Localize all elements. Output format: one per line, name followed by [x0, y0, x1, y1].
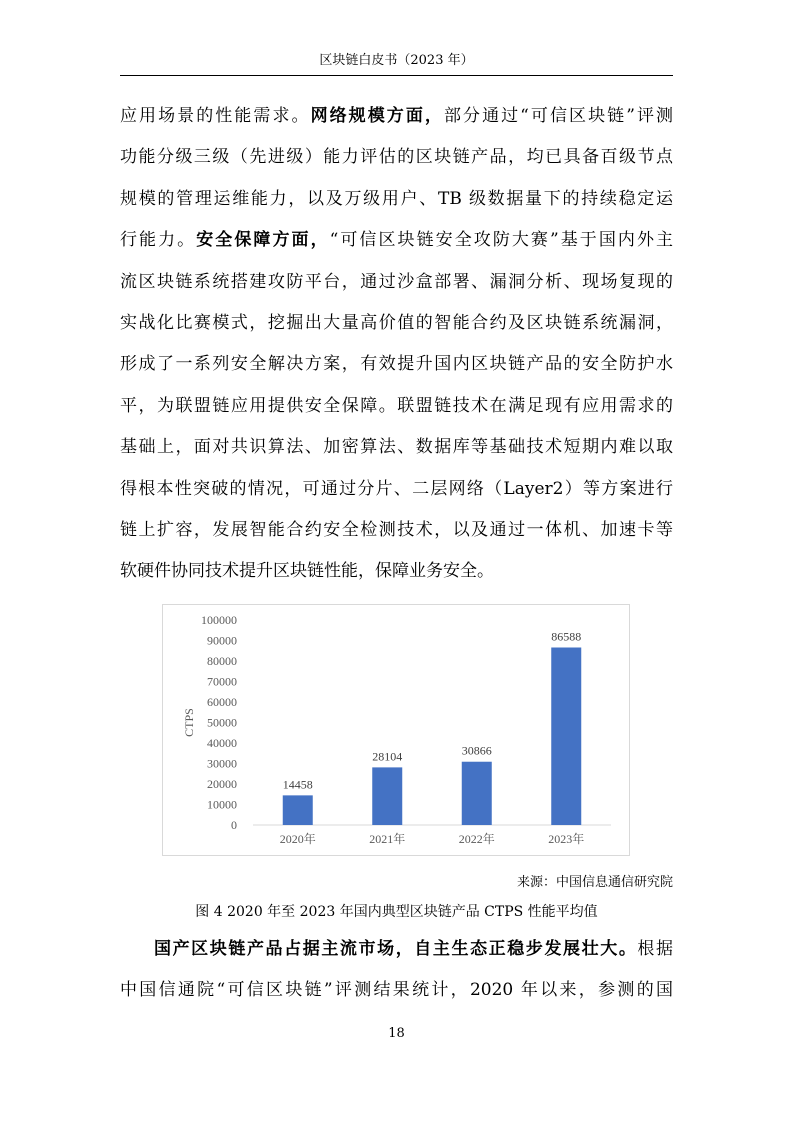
body-paragraph-2 [120, 929, 673, 1012]
x-tick-label: 2022年 [458, 832, 495, 846]
text-line [120, 386, 673, 427]
text-run: 部分通过“可信区块链”评测 [443, 106, 674, 126]
header-rule [120, 75, 673, 76]
page-number: 18 [388, 1026, 405, 1041]
x-tick-label: 2020年 [279, 832, 316, 846]
data-label: 30866 [461, 743, 492, 758]
text-run: 形成了一系列安全解决方案，有效提升国内区块链产品的安全防护水 [120, 354, 673, 375]
text-run: 实战化比赛模式，挖掘出大量高价值的智能合约及区块链系统漏洞， [120, 313, 673, 334]
text-line [120, 303, 673, 344]
y-tick-label: 0 [231, 818, 237, 832]
text-run: 基础上，面对共识算法、加密算法、数据库等基础技术短期内难以取 [120, 437, 673, 458]
y-tick-label: 30000 [207, 756, 237, 771]
text-run: 功能分级三级（先进级）能力评估的区块链产品，均已具备百级节点 [120, 147, 673, 168]
figure-caption: 图 4 2020 年至 2023 年国内典型区块链产品 CTPS 性能平均值 [195, 904, 598, 920]
text-line [120, 137, 673, 178]
text-run: 软硬件协同技术提升区块链性能，保障业务安全。 [120, 561, 494, 582]
text-line [120, 929, 673, 970]
text-run: 根据 [637, 939, 673, 959]
x-tick-label: 2023年 [548, 832, 585, 846]
text-run: 行能力。 [120, 230, 197, 251]
y-tick-label: 80000 [207, 654, 237, 668]
bar [372, 767, 402, 825]
text-line [120, 96, 673, 137]
body-paragraph-1 [120, 96, 673, 593]
running-header: 区块链白皮书（2023 年） [319, 53, 474, 68]
text-run: 规模的管理运维能力，以及万级用户、TB 级数据量下的持续稳定运 [120, 188, 673, 209]
bold-text: 安全保障方面， [196, 230, 330, 251]
x-tick-label: 2021年 [369, 832, 406, 846]
data-label: 14458 [282, 777, 313, 792]
bar [462, 762, 492, 825]
text-line [120, 344, 673, 385]
bold-text: 网络规模方面， [310, 106, 444, 126]
figure-source: 来源：中国信息通信研究院 [516, 875, 673, 890]
y-tick-label: 10000 [207, 797, 237, 812]
text-line [120, 220, 673, 261]
text-run: 得根本性突破的情况，可通过分片、二层网络（Layer2）等方案进行 [120, 478, 673, 499]
y-tick-label: 100000 [201, 613, 237, 627]
text-line [120, 970, 673, 1011]
text-line [120, 469, 673, 510]
bar [551, 647, 581, 825]
text-line [120, 179, 673, 220]
y-tick-label: 60000 [207, 695, 237, 709]
bold-text: 国产区块链产品占据主流市场，自主生态正稳步发展壮大。 [154, 939, 638, 959]
text-line [120, 427, 673, 468]
text-line [120, 551, 673, 592]
text-line [120, 510, 673, 551]
y-tick-label: 40000 [207, 736, 237, 750]
text-run: 应用场景的性能需求。 [120, 106, 311, 126]
y-tick-label: 70000 [207, 674, 237, 689]
chart-svg [163, 605, 629, 855]
text-line [120, 262, 673, 303]
data-label: 86588 [551, 629, 582, 644]
y-tick-label: 90000 [207, 633, 237, 648]
y-tick-label: 20000 [207, 777, 237, 791]
y-tick-label: 50000 [207, 715, 237, 730]
text-run: 中国信通院“可信区块链”评测结果统计，2020 年以来，参测的国 [120, 980, 673, 1001]
text-run: 链上扩容，发展智能合约安全检测技术，以及通过一体机、加速卡等 [120, 520, 673, 541]
text-run: 平，为联盟链应用提供安全保障。联盟链技术在满足现有应用需求的 [120, 395, 673, 416]
y-axis-label: CTPS [182, 708, 196, 737]
text-run: 流区块链系统搭建攻防平台，通过沙盒部署、漏洞分析、现场复现的 [120, 271, 673, 292]
text-run: “可信区块链安全攻防大赛”基于国内外主 [329, 230, 674, 251]
data-label: 28104 [372, 749, 403, 764]
bar [283, 795, 313, 825]
ctps-bar-chart [162, 604, 630, 856]
